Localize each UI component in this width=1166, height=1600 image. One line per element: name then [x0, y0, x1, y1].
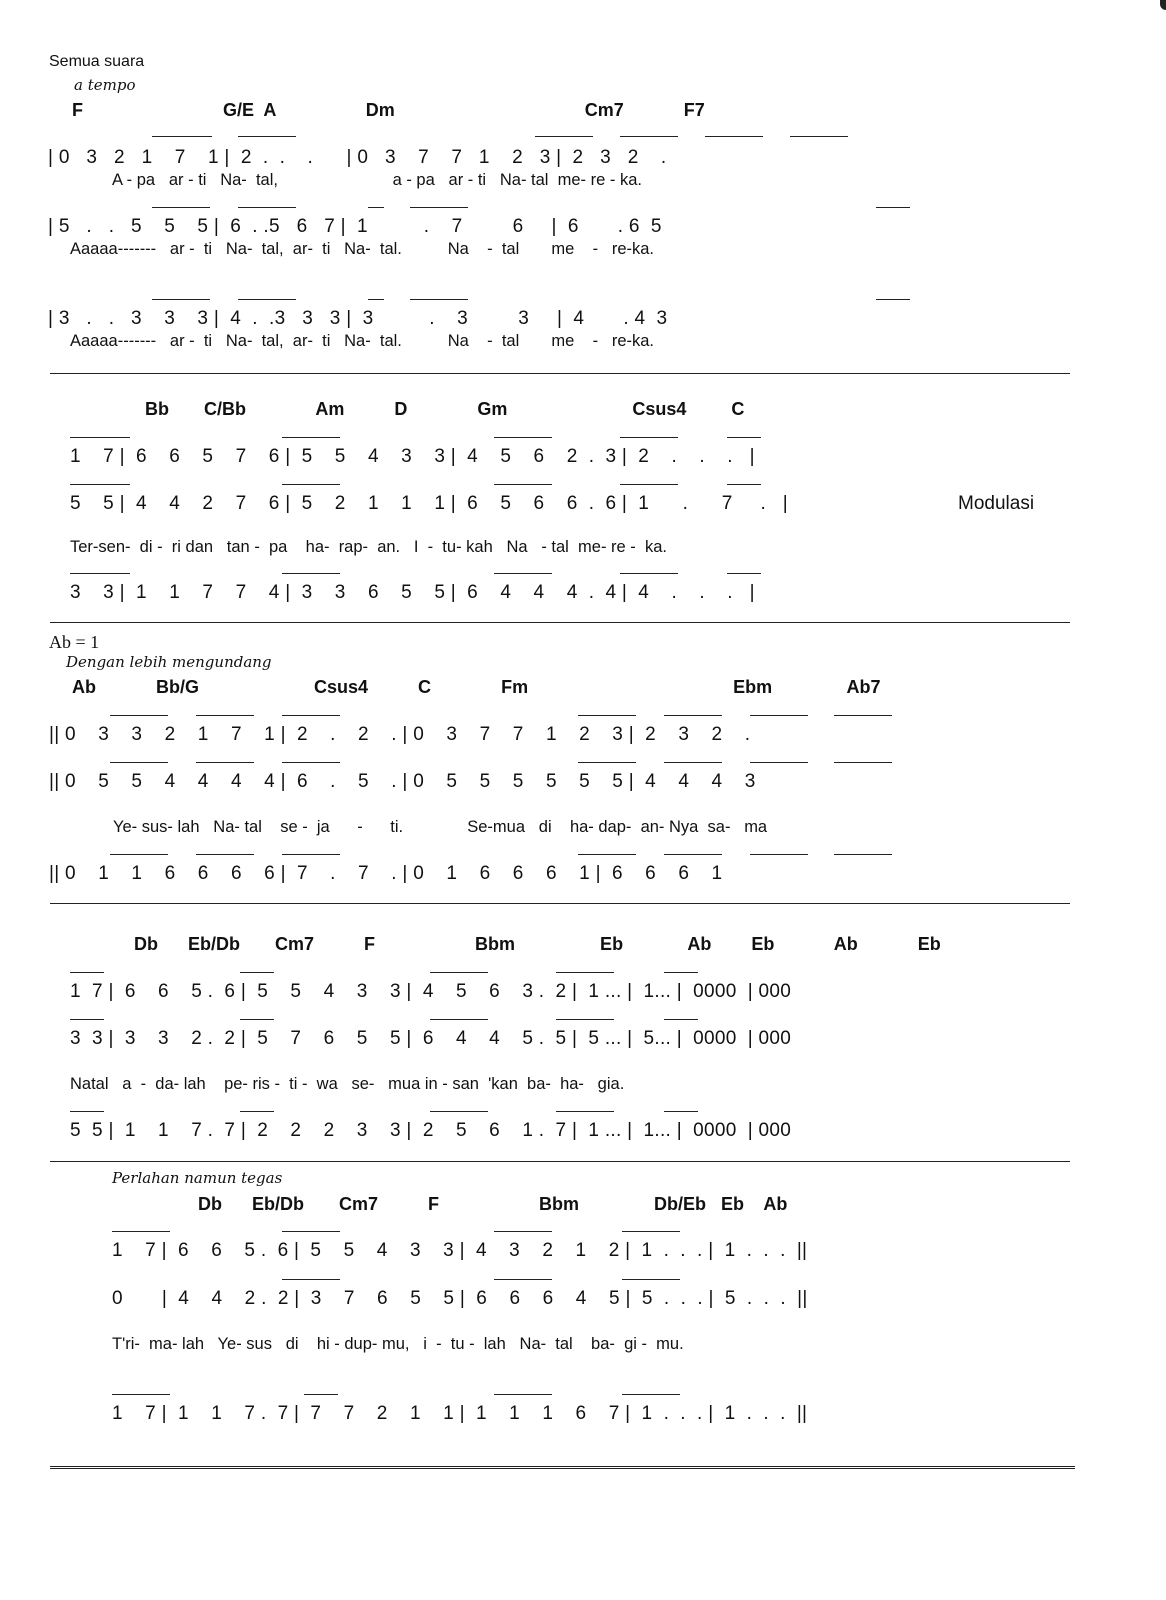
- beam: [430, 1111, 488, 1112]
- beam: [282, 854, 340, 855]
- beam: [110, 715, 168, 716]
- beam: [282, 437, 340, 438]
- beam: [664, 762, 722, 763]
- soprano-line: || 0 3 3 2 1 7 1 | 2 . 2 . | 0 3 7 7 1 2 3 | 2 3 2 .: [49, 724, 751, 745]
- chord-line: Bb C/Bb Am D Gm Csus4 C: [145, 399, 745, 419]
- beam: [282, 1231, 340, 1232]
- beam: [556, 1019, 614, 1020]
- beam: [430, 1019, 488, 1020]
- beam: [790, 136, 848, 137]
- beam: [240, 1111, 274, 1112]
- beam: [282, 1279, 340, 1280]
- beam: [240, 1019, 274, 1020]
- alto-line: | 5 . . 5 5 5 | 6 . .5 6 7 | 1 . 7 6 | 6 . 6 5: [48, 216, 662, 237]
- beam: [368, 207, 384, 208]
- beam: [494, 484, 552, 485]
- final-double-rule: [50, 1466, 1075, 1469]
- lyric-line: A - pa ar - ti Na- tal, a - pa ar - ti Na- tal me- re - ka.: [112, 171, 642, 189]
- beam: [282, 715, 340, 716]
- beam: [664, 972, 698, 973]
- system-divider: [50, 903, 1070, 904]
- soprano-line: 1 7 | 6 6 5 7 6 | 5 5 4 3 3 | 4 5 6 2 . 3 | 2 . . . |: [70, 446, 755, 467]
- beam: [556, 1111, 614, 1112]
- lyric-line: Ter-sen- di - ri dan tan - pa ha- rap- an. I - tu- kah Na - tal me- re - ka.: [70, 538, 667, 556]
- beam: [196, 854, 254, 855]
- system-divider: [50, 373, 1070, 374]
- alto-line: 0 | 4 4 2 . 2 | 3 7 6 5 5 | 6 6 6 4 5 | 5 . . . | 5 . . . ||: [112, 1288, 808, 1309]
- beam: [494, 1279, 552, 1280]
- beam: [620, 484, 678, 485]
- beam: [112, 1231, 170, 1232]
- soprano-line: 1 7 | 6 6 5 . 6 | 5 5 4 3 3 | 4 3 2 1 2 | 1 . . . | 1 . . . ||: [112, 1240, 808, 1261]
- beam: [430, 972, 488, 973]
- beam: [152, 207, 210, 208]
- tenor-line: | 3 . . 3 3 3 | 4 . .3 3 3 | 3 . 3 3 | 4 . 4 3: [48, 308, 668, 329]
- beam: [238, 207, 296, 208]
- alto-line: || 0 5 5 4 4 4 4 | 6 . 5 . | 0 5 5 5 5 5 5 | 4 4 4 3: [49, 771, 756, 792]
- beam: [70, 1019, 104, 1020]
- chord-line: Db Eb/Db Cm7 F Bbm Db/Eb Eb Ab: [198, 1194, 788, 1214]
- beam: [620, 437, 678, 438]
- beam: [494, 573, 552, 574]
- lyric-line: Aaaaa------- ar - ti Na- tal, ar- ti Na- tal. Na - tal me - re-ka.: [70, 240, 655, 258]
- soprano-line: 1 7 | 6 6 5 . 6 | 5 5 4 3 3 | 4 5 6 3 . 2 | 1 ... | 1... | 0000 | 000: [70, 981, 792, 1002]
- chord-line: Db Eb/Db Cm7 F Bbm Eb Ab Eb Ab Eb: [134, 934, 941, 954]
- beam: [410, 299, 468, 300]
- alto-line: 3 3 | 3 3 2 . 2 | 5 7 6 5 5 | 6 4 4 5 . 5 | 5 ... | 5... | 0000 | 000: [70, 1028, 792, 1049]
- system-divider: [50, 1161, 1070, 1162]
- system-divider: [50, 622, 1070, 623]
- beam: [152, 299, 210, 300]
- modulation-label: Modulasi: [958, 493, 1035, 514]
- beam: [304, 1394, 338, 1395]
- key-signature: Ab = 1: [49, 632, 100, 652]
- beam: [622, 1279, 680, 1280]
- beam: [238, 299, 296, 300]
- beam: [535, 136, 593, 137]
- beam: [622, 1394, 680, 1395]
- alto-line: 5 5 | 4 4 2 7 6 | 5 2 1 1 1 | 6 5 6 6 . 6 | 1 . 7 . |: [70, 493, 789, 514]
- beam: [750, 854, 808, 855]
- beam: [750, 762, 808, 763]
- beam: [494, 437, 552, 438]
- beam: [664, 854, 722, 855]
- chord-line: F G/E A Dm Cm7 F7: [72, 100, 705, 120]
- beam: [282, 484, 340, 485]
- tenor-line: 5 5 | 1 1 7 . 7 | 2 2 2 3 3 | 2 5 6 1 . 7 | 1 ... | 1... | 0000 | 000: [70, 1120, 792, 1141]
- beam: [112, 1394, 170, 1395]
- beam: [750, 715, 808, 716]
- tenor-line: 3 3 | 1 1 7 7 4 | 3 3 6 5 5 | 6 4 4 4 . 4 | 4 . . . |: [70, 582, 755, 603]
- beam: [664, 715, 722, 716]
- beam: [664, 1019, 698, 1020]
- beam: [834, 762, 892, 763]
- beam: [834, 854, 892, 855]
- beam: [70, 1111, 104, 1112]
- beam: [282, 762, 340, 763]
- voices-label: Semua suara: [49, 53, 145, 70]
- beam: [727, 573, 761, 574]
- beam: [410, 207, 468, 208]
- beam: [152, 136, 212, 137]
- soprano-line: | 0 3 2 1 7 1 | 2 . . . | 0 3 7 7 1 2 3 | 2 3 2 .: [48, 147, 667, 168]
- chord-line: Ab Bb/G Csus4 C Fm Ebm Ab7: [72, 677, 881, 697]
- beam: [368, 299, 384, 300]
- beam: [834, 715, 892, 716]
- tenor-line: 1 7 | 1 1 7 . 7 | 7 7 2 1 1 | 1 1 1 6 7 | 1 . . . | 1 . . . ||: [112, 1403, 808, 1424]
- beam: [727, 484, 761, 485]
- beam: [196, 762, 254, 763]
- beam: [727, 437, 761, 438]
- beam: [70, 573, 130, 574]
- lyric-line: Natal a - da- lah pe- ris - ti - wa se- mua in - san 'kan ba- ha- gia.: [70, 1075, 625, 1093]
- beam: [70, 437, 130, 438]
- tempo-marking: Dengan lebih mengundang: [66, 653, 272, 671]
- beam: [70, 484, 130, 485]
- beam: [110, 854, 168, 855]
- beam: [494, 1394, 552, 1395]
- beam: [110, 762, 168, 763]
- beam: [238, 136, 296, 137]
- beam: [494, 1231, 552, 1232]
- tempo-marking: a tempo: [74, 76, 136, 94]
- tenor-line: || 0 1 1 6 6 6 6 | 7 . 7 . | 0 1 6 6 6 1 | 6 6 6 1: [49, 863, 723, 884]
- beam: [578, 762, 636, 763]
- lyric-line: T'ri- ma- lah Ye- sus di hi - dup- mu, i - tu - lah Na- tal ba- gi - mu.: [112, 1335, 684, 1353]
- beam: [70, 972, 104, 973]
- beam: [620, 136, 678, 137]
- beam: [876, 299, 910, 300]
- beam: [705, 136, 763, 137]
- beam: [578, 715, 636, 716]
- beam: [196, 715, 254, 716]
- beam: [240, 972, 274, 973]
- beam: [620, 573, 678, 574]
- beam: [282, 573, 340, 574]
- beam: [556, 972, 614, 973]
- beam: [876, 207, 910, 208]
- page-edge-mark: [1160, 0, 1166, 10]
- beam: [664, 1111, 698, 1112]
- lyric-line: Ye- sus- lah Na- tal se - ja - ti. Se-mua di ha- dap- an- Nya sa- ma: [113, 818, 768, 836]
- beam: [578, 854, 636, 855]
- lyric-line: Aaaaa------- ar - ti Na- tal, ar- ti Na- tal. Na - tal me - re-ka.: [70, 332, 655, 350]
- tempo-marking: Perlahan namun tegas: [112, 1169, 283, 1187]
- beam: [622, 1231, 680, 1232]
